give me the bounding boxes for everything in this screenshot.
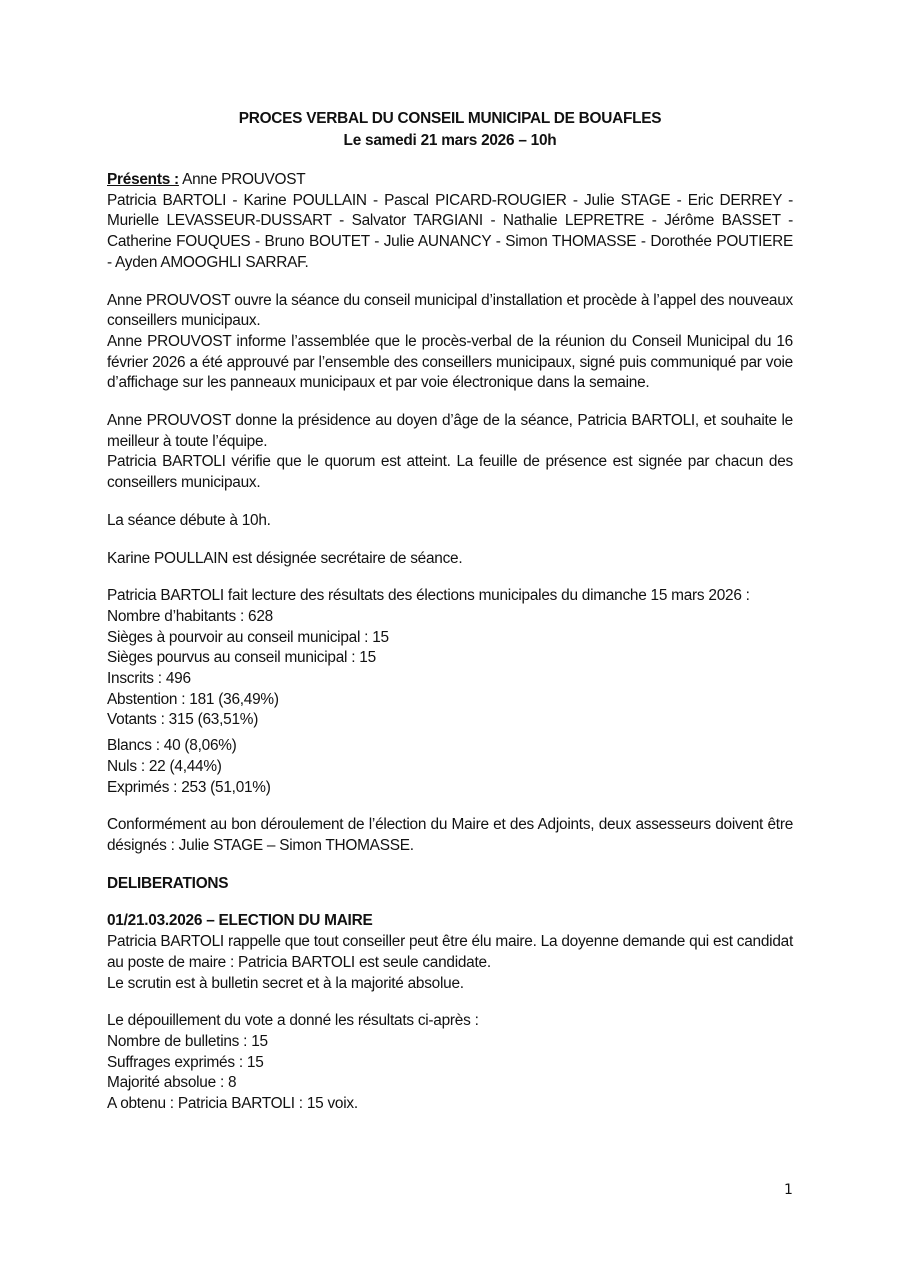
paragraph-opening [107,291,793,395]
paragraph-presidence [107,411,793,494]
paragraph-start [107,511,793,532]
result-line: Nombre d’habitants : 628 [107,607,273,625]
presents-section [107,170,793,274]
paragraph-p5: Patricia BARTOLI fait lecture des résultats des élections municipales du dimanche 15 mars 2026 : [107,587,750,605]
election-results [107,586,793,731]
result-line: Sièges pourvus au conseil municipal : 15 [107,649,376,667]
result-line: Blancs : 40 (8,06%) [107,737,237,755]
deliberation-1-p1: Patricia BARTOLI rappelle que tout conseiller peut être élu maire. La doyenne demande qui est candidat au poste de maire : Patricia BARTOLI est seule candidate. [107,933,793,971]
result-line: Abstention : 181 (36,49%) [107,690,279,708]
result-line: Nuls : 22 (4,44%) [107,757,222,775]
election-results-2 [107,736,793,798]
title-line-1: PROCES VERBAL DU CONSEIL MUNICIPAL DE BOUAFLES [238,110,662,127]
paragraph-secretary [107,549,793,570]
deliberation-1-p2: Le scrutin est à bulletin secret et à la majorité absolue. [107,974,464,992]
paragraph-assesseurs [107,815,793,856]
deliberation-1 [107,911,793,994]
title-line-2: Le samedi 21 mars 2026 – 10h [343,132,557,149]
presents-list: Patricia BARTOLI - Karine POULLAIN - Pascal PICARD-ROUGIER - Julie STAGE - Eric DERREY - Murielle LEVASSEUR-DUSSART - Salvator TARGIANI - Nathalie LEPRETRE - Jérôme BASSET - Catherine FOUQUES - Bruno BOUTET - Julie AUNANCY - Simon THOMASSE - Dorothée POUTIERE - Ayden AMOOGHLI SARRAF. [107,191,793,271]
result-line: Inscrits : 496 [107,670,191,688]
presents-label: Présents : [107,171,179,188]
result-line: Exprimés : 253 (51,01%) [107,778,271,796]
deliberation-1-intro: Le dépouillement du vote a donné les résultats ci-après : [107,1012,479,1030]
vote-result-line: Suffrages exprimés : 15 [107,1053,264,1071]
result-line: Sièges à pourvoir au conseil municipal : 15 [107,628,389,646]
presents-first: Anne PROUVOST [182,171,306,188]
deliberations-heading: DELIBERATIONS [107,874,229,892]
paragraph-p3: La séance débute à 10h. [107,511,271,529]
paragraph-p2b: Patricia BARTOLI vérifie que le quorum est atteint. La feuille de présence est signée par chacun des conseillers municipaux. [107,453,793,492]
document-page [107,108,793,1115]
result-line: Votants : 315 (63,51%) [107,711,259,729]
deliberation-1-title: 01/21.03.2026 – ELECTION DU MAIRE [107,912,373,930]
paragraph-p1a: Anne PROUVOST ouvre la séance du conseil municipal d’installation et procède à l’appel des nouveaux conseillers municipaux. [107,291,793,330]
page-number: 1 [784,1182,793,1198]
paragraph-p2a: Anne PROUVOST donne la présidence au doyen d’âge de la séance, Patricia BARTOLI, et souhaite le meilleur à toute l’équipe. [107,412,793,450]
paragraph-p4: Karine POULLAIN est désignée secrétaire de séance. [107,549,463,567]
vote-result-line: A obtenu : Patricia BARTOLI : 15 voix. [107,1095,358,1113]
assesseurs-text: Conformément au bon déroulement de l’élection du Maire et des Adjoints, deux assesseurs doivent être désignés : Julie STAGE – Simon THOMASSE. [107,816,793,854]
vote-result-line: Majorité absolue : 8 [107,1074,237,1092]
page-title [107,108,793,152]
deliberation-1-results [107,1011,793,1115]
vote-result-line: Nombre de bulletins : 15 [107,1032,268,1050]
paragraph-p1b: Anne PROUVOST informe l’assemblée que le procès-verbal de la réunion du Conseil Municipal du 16 février 2026 a été approuvé par l’ensemble des conseillers municipaux, signé puis communiqué par voie d’affichage sur les panneaux municipaux et par voie électronique dans la semaine. [107,332,793,392]
